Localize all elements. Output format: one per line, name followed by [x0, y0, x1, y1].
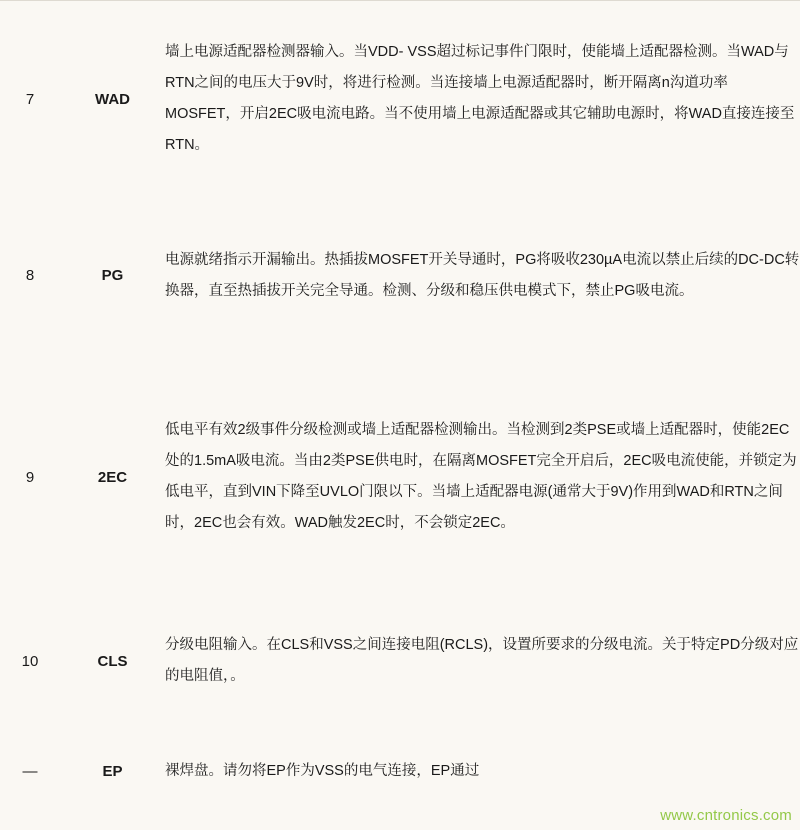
pin-description-text: 电源就绪指示开漏输出。热插拔MOSFET开关导通时，PG将吸收230µA电流以禁止后续的DC-DC转换器，直至热插拔开关完全导通。检测、分级和稳压供电模式下，禁止PG吸电流。	[165, 251, 800, 299]
pin-description	[165, 601, 800, 721]
table-row	[0, 721, 800, 821]
pin-description	[165, 198, 800, 353]
pin-description	[165, 0, 800, 198]
top-divider	[0, 0, 800, 1]
pin-description-text: 分级电阻输入。在CLS和VSS之间连接电阻(RCLS)，设置所要求的分级电流。关于特定PD分级对应的电阻值，。	[165, 637, 799, 684]
pin-name: WAD	[95, 90, 130, 108]
pin-description-text: 墙上电源适配器检测器输入。当VDD- VSS超过标记事件门限时，使能墙上适配器检测。当WAD与RTN之间的电压大于9V时，将进行检测。当连接墙上电源适配器时，断开隔离n沟道功率MOSFET，开启2EC吸电流电路。当不使用墙上电源适配器或其它辅助电源时，将WAD直接连接至RTN。	[165, 44, 795, 153]
watermark: www.cntronics.com	[660, 807, 792, 824]
pin-description	[165, 353, 800, 601]
pin-number: —	[22, 762, 38, 780]
pin-name: CLS	[97, 652, 128, 670]
pin-description-text: 低电平有效2级事件分级检测或墙上适配器检测输出。当检测到2类PSE或墙上适配器时，使能2EC处的1.5mA吸电流。当由2类PSE供电时，在隔离MOSFET完全开启后，2EC吸电流使能，并锁定为低电平，直到VIN下降至UVLO门限以下。当墙上适配器电源(通常大于9V)作用到WAD和RTN之间时，2EC也会有效。WAD触发2EC时，不会锁定2EC。	[165, 422, 797, 531]
table-row	[0, 353, 800, 601]
pin-number: 8	[25, 267, 35, 284]
table-row	[0, 198, 800, 353]
pin-name: PG	[101, 267, 124, 284]
table-row	[0, 0, 800, 198]
pin-number: 7	[25, 90, 35, 108]
pin-number: 10	[21, 652, 39, 670]
pin-name: EP	[102, 762, 123, 780]
pin-name: 2EC	[97, 468, 128, 486]
pin-description	[165, 721, 800, 821]
pin-description-text: 裸焊盘。请勿将EP作为VSS的电气连接，EP通过	[165, 762, 480, 779]
pin-number: 9	[25, 468, 35, 486]
table-row	[0, 601, 800, 721]
